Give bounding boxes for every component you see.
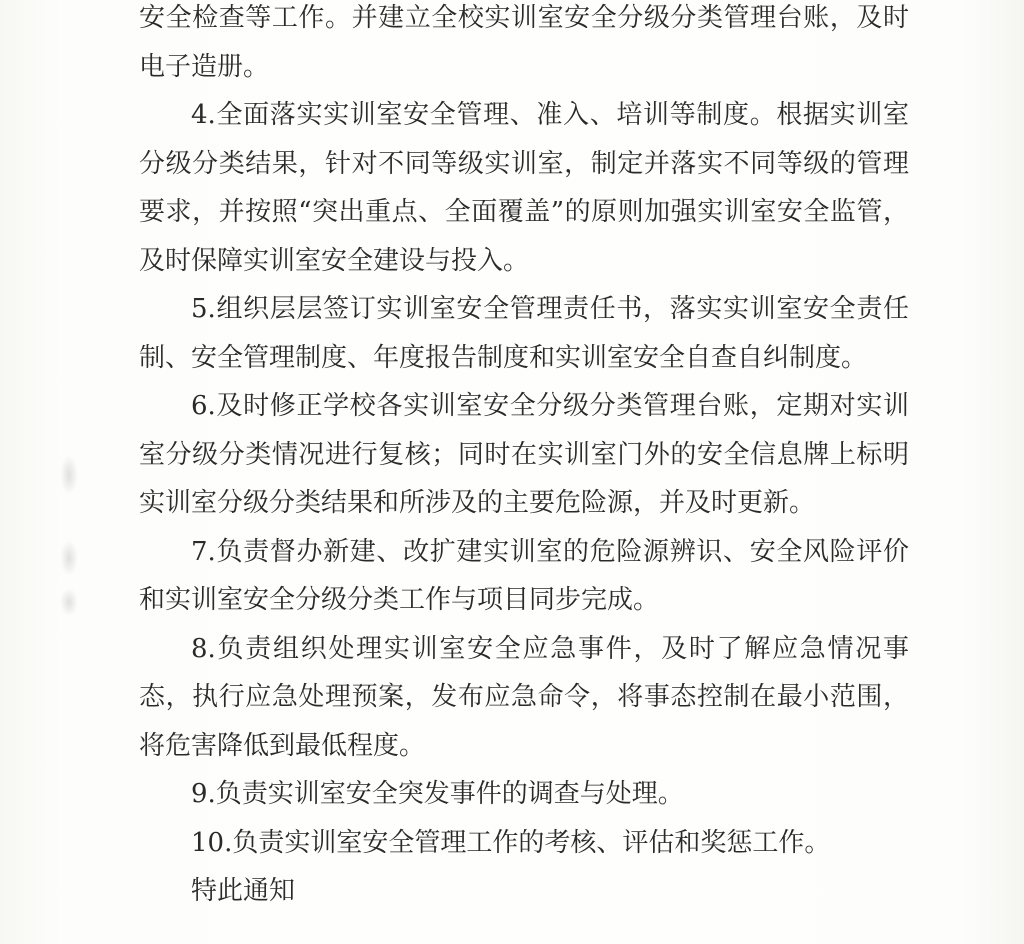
paragraph-item-7: 7.负责督办新建、改扩建实训室的危险源辨识、安全风险评价和实训室安全分级分类工作与项目同步完成。 [139, 536, 909, 615]
paragraph-item-6: 6.及时修正学校各实训室安全分级分类管理台账，定期对实训室分级分类情况进行复核；同时在实训室门外的安全信息牌上标明实训室分级分类结果和所涉及的主要危险源，并及时更新。 [139, 391, 909, 518]
scan-smudge-mark [60, 455, 78, 495]
paragraph-item-4: 4.全面落实实训室安全管理、准入、培训等制度。根据实训室分级分类结果，针对不同等级实训室，制定并落实不同等级的管理要求，并按照“突出重点、全面覆盖”的原则加强实训室安全监管，及时保障实训室安全建设与投入。 [139, 100, 909, 276]
paragraph-item-10: 10.负责实训室安全管理工作的考核、评估和奖惩工作。 [191, 827, 831, 858]
document-body [139, 0, 909, 916]
paragraph-item-9: 9.负责实训室安全突发事件的调查与处理。 [191, 779, 684, 809]
closing-notice: 特此通知 [191, 876, 296, 906]
scan-smudge-mark [60, 540, 78, 576]
paragraph-item-8: 8.负责组织处理实训室安全应急事件，及时了解应急情况事态，执行应急处理预案，发布应急命令，将事态控制在最小范围，将危害降低到最低程度。 [139, 633, 909, 761]
paragraph-continuation: 安全检查等工作。并建立全校实训室安全分级分类管理台账，及时电子造册。 [139, 3, 909, 82]
scan-smudge-mark [60, 588, 78, 616]
paragraph-item-5: 5.组织层层签订实训室安全管理责任书，落实实训室安全责任制、安全管理制度、年度报告制度和实训室安全自查自纠制度。 [139, 294, 909, 373]
